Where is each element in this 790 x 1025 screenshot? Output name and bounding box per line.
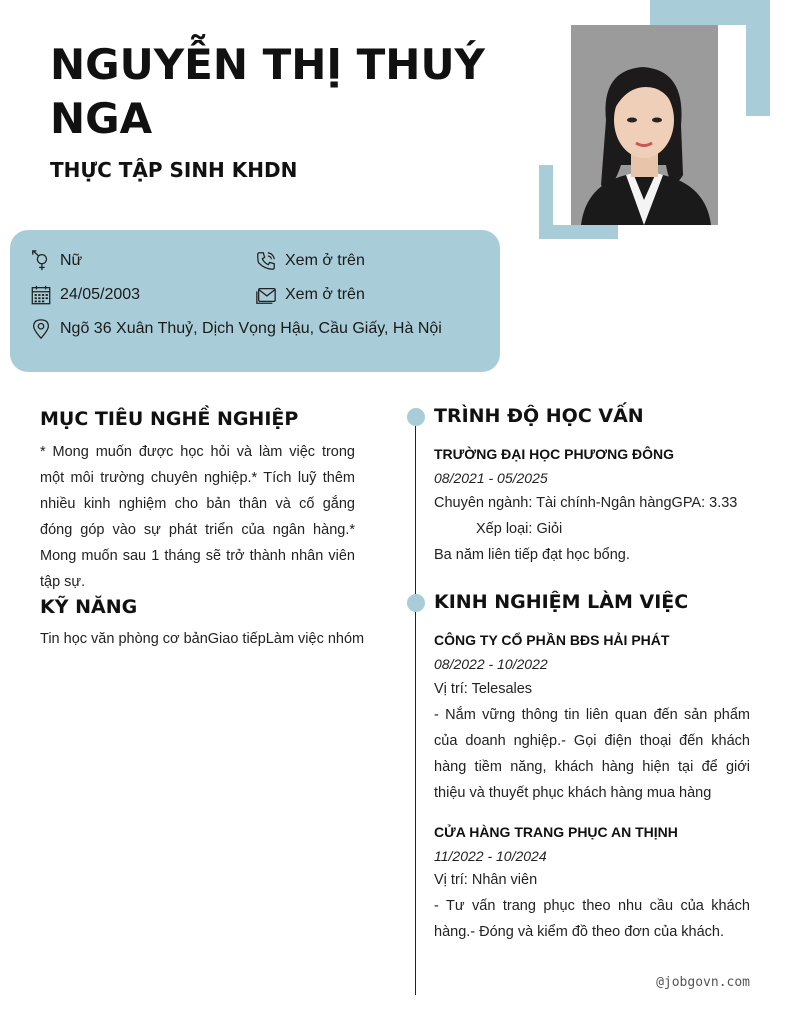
email-value: Xem ở trên <box>285 286 365 303</box>
education-school: TRƯỜNG ĐẠI HỌC PHƯƠNG ĐÔNG <box>434 446 675 462</box>
location-icon <box>30 318 52 340</box>
candidate-position: THỰC TẬP SINH KHDN <box>50 158 298 182</box>
contact-gender <box>30 250 82 272</box>
job-role: Vị trí: Telesales <box>434 681 533 697</box>
objective-title: MỤC TIÊU NGHỀ NGHIỆP <box>40 408 299 430</box>
birthday-value: 24/05/2003 <box>60 286 141 303</box>
contact-birthday <box>30 284 140 306</box>
profile-photo <box>571 25 718 225</box>
contact-info-box <box>10 230 500 372</box>
education-title: TRÌNH ĐỘ HỌC VẤN <box>434 405 644 427</box>
timeline-dot-experience <box>407 594 425 612</box>
address-value: Ngõ 36 Xuân Thuỷ, Dịch Vọng Hậu, Cầu Giấy, Hà Nội <box>60 320 442 337</box>
job-date: 11/2022 - 10/2024 <box>434 848 547 864</box>
phone-icon <box>255 250 277 272</box>
education-major: Chuyên ngành: Tài chính-Ngân hàngGPA: 3.33 <box>434 495 738 511</box>
timeline-dot-education <box>407 408 425 426</box>
timeline-line <box>415 415 416 995</box>
profile-photo-illustration <box>571 25 718 225</box>
gender-icon <box>30 250 52 272</box>
job-description: - Tư vấn trang phục theo nhu cầu của khách hàng.- Đóng và kiểm đồ theo đơn của khách. <box>434 898 750 940</box>
experience-title: KINH NGHIỆM LÀM VIỆC <box>434 591 689 613</box>
objective-text: * Mong muốn được học hỏi và làm việc trong một môi trường chuyên nghiệp.* Tích luỹ thêm nhiều kinh nghiệm cho bản thân và cố gắng đóng góp vào sự phát triển của ngân hàng.* Mong muốn sau 1 tháng sẽ trở thành nhân viên tập sự. <box>40 444 355 590</box>
job-date: 08/2022 - 10/2022 <box>434 656 548 672</box>
footer-brand: @jobgovn.com <box>656 975 750 990</box>
education-rank: Xếp loại: Giỏi <box>476 521 563 537</box>
candidate-name: NGUYỄN THỊ THUÝ NGA <box>50 40 485 143</box>
calendar-icon <box>30 284 52 306</box>
contact-address <box>30 318 442 340</box>
email-icon <box>255 284 277 306</box>
education-date: 08/2021 - 05/2025 <box>434 470 548 486</box>
contact-phone <box>255 250 365 272</box>
skills-title: KỸ NĂNG <box>40 596 138 618</box>
education-note: Ba năm liên tiếp đạt học bổng. <box>434 547 630 563</box>
job-company: CÔNG TY CỔ PHẦN BĐS HẢI PHÁT <box>434 632 670 648</box>
job-company: CỬA HÀNG TRANG PHỤC AN THỊNH <box>434 824 678 840</box>
job-role: Vị trí: Nhân viên <box>434 872 538 888</box>
job-description: - Nắm vững thông tin liên quan đến sản phẩm của doanh nghiệp.- Gọi điện thoại đến khách hàng tiềm năng, khách hàng hiện tại để giới thiệu và thuyết phục khách hàng mua hàng <box>434 707 750 801</box>
gender-value: Nữ <box>60 252 83 269</box>
phone-value: Xem ở trên <box>285 252 365 269</box>
contact-email <box>255 284 365 306</box>
skills-text: Tin học văn phòng cơ bảnGiao tiếpLàm việc nhóm <box>40 631 365 647</box>
